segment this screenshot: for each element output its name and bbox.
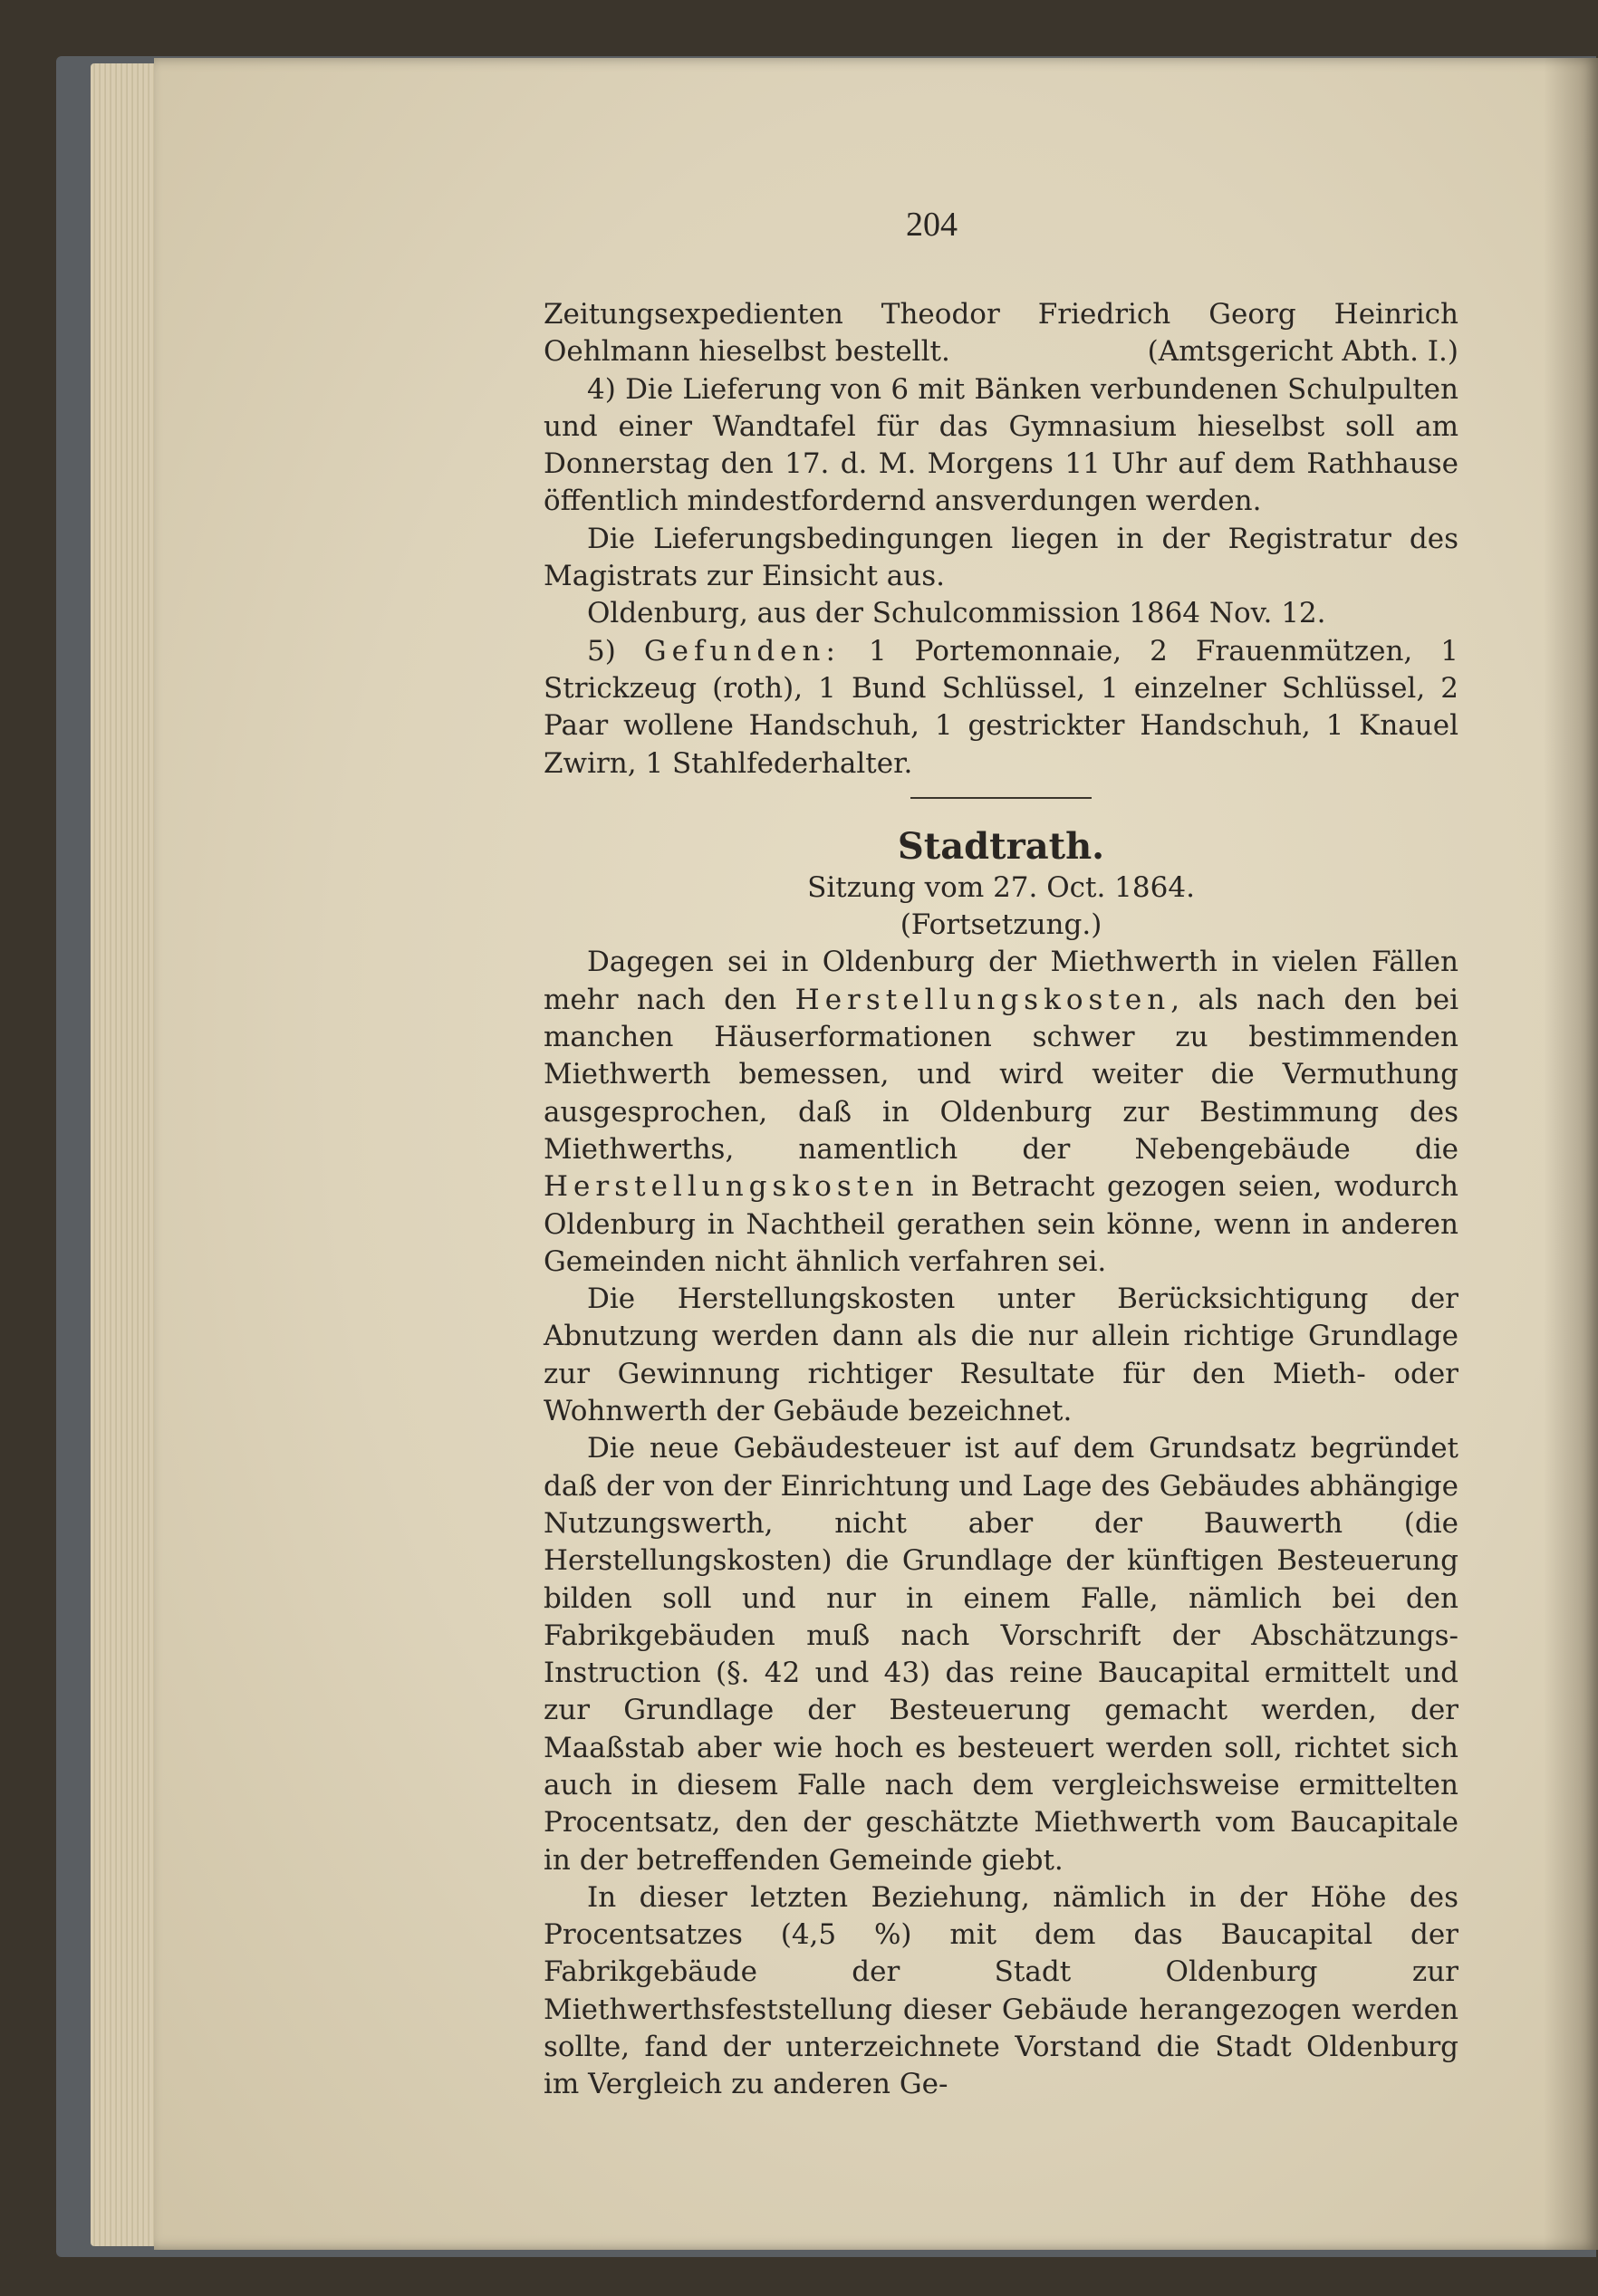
notice-1-text: Zeitungsexpedienten Theodor Friedrich Georg Heinrich Oehlmann hieselbst bestellt. (544, 298, 1458, 369)
main-1-spaced-2: Herstellungskosten (544, 1170, 919, 1204)
notice-5 (544, 633, 1458, 783)
top-notices (544, 296, 1458, 2104)
main-1-c: in Betracht gezogen seien, wodurch Oldenburg in Nachtheil gerathen sein könne, wenn in anderen Gemeinden nicht ähnlich verfahren sei. (544, 1170, 1458, 1278)
notice-5-spaced: Gefunden: (643, 634, 841, 668)
section-title: Stadtrath. (897, 824, 1105, 868)
continuation-line: (Fortsetzung.) (900, 908, 1102, 942)
notice-5-rest: 1 Portemonnaie, 2 Frauenmützen, 1 Strickzeug (roth), 1 Bund Schlüssel, 1 einzelner Schlüssel, 2 Paar wollene Handschuh, 1 gestrickter Handschuh, 1 Knauel Zwirn, 1 Stahlfederhalter. (544, 634, 1458, 780)
notice-5-lead: 5) (587, 634, 644, 668)
gutter-shade (1544, 58, 1598, 2250)
main-1-a: Dagegen sei in Oldenburg der Miethwerth in vielen Fällen mehr nach den (544, 946, 1458, 1016)
section-divider (910, 797, 1092, 799)
page-number: 204 (906, 206, 958, 244)
main-paragraph-2: Die Herstellungskosten unter Berücksichtigung der Abnutzung werden dann als die nur allein richtige Grundlage zur Gewinnung richtiger Resultate für den Mieth- oder Wohnwerth der Gebäude bezeichnet. (544, 1282, 1458, 1428)
main-paragraph-3: Die neue Gebäudesteuer ist auf dem Grundsatz begründet daß der von der Einrichtung und Lage des Gebäudes abhängige Nutzungswerth, nicht aber der Bauwerth (die Herstellungskosten) die Grundlage der künftigen Besteuerung bilden soll und nur in einem Falle, nämlich bei den Fabrikgebäuden muß nach Vorschrift der Abschätzungs-Instruction (§. 42 und 43) das reine Baucapital ermittelt und zur Grundlage der Besteuerung gemacht werden, der Maaßstab aber wie hoch es besteuert werden soll, richtet sich auch in diesem Falle nach dem vergleichsweise ermittelten Procentsatz, den der geschätzte Miethwerth vom Baucapitale in der betreffenden Gemeinde giebt. (544, 1432, 1458, 1877)
notice-1 (544, 296, 1458, 371)
main-paragraph-1 (544, 944, 1458, 1281)
main-paragraph-4: In dieser letzten Beziehung, nämlich in der Höhe des Procentsatzes (4,5 %) mit dem das Baucapital der Fabrikgebäude der Stadt Oldenburg zur Miethwerthsfeststellung dieser Gebäude herangezogen werden sollte, fand der unterzeichnete Vorstand die Stadt Oldenburg im Vergleich zu anderen Ge- (544, 1880, 1458, 2101)
session-line: Sitzung vom 27. Oct. 1864. (807, 870, 1195, 904)
notice-2: 4) Die Lieferung von 6 mit Bänken verbundenen Schulpulten und einer Wandtafel für das Gymnasium hieselbst soll am Donnerstag den 17. d. M. Morgens 11 Uhr auf dem Rathhause öffentlich mindestfordernd ansverdungen werden. (544, 372, 1458, 518)
main-1-b: , als nach den bei manchen Häuserformationen schwer zu bestimmenden Miethwerth bemessen, und wird weiter die Vermuthung ausgesprochen, daß in Oldenburg zur Bestimmung des Miethwerths, namentlich der Nebengebäude die (544, 983, 1458, 1166)
notice-4: Oldenburg, aus der Schulcommission 1864 Nov. 12. (587, 597, 1326, 630)
notice-3: Die Lieferungsbedingungen liegen in der Registratur des Magistrats zur Einsicht aus. (544, 522, 1458, 593)
main-1-spaced-1: Herstellungskosten (794, 983, 1171, 1016)
notice-1-note: (Amtsgericht Abth. I.) (1147, 335, 1458, 369)
